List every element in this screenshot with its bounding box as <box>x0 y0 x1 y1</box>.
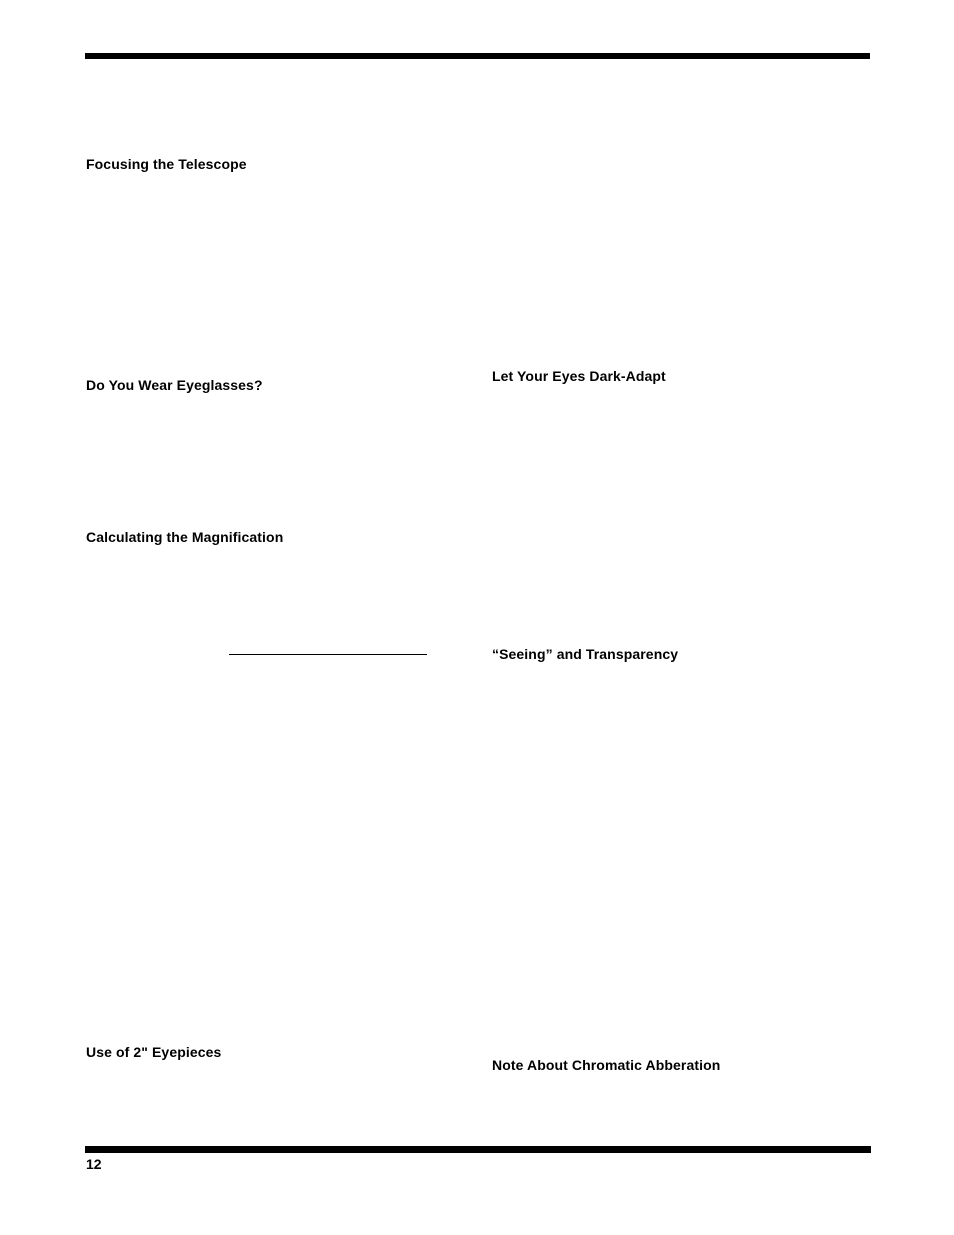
formula-fraction-line <box>229 654 427 655</box>
top-rule <box>85 53 870 59</box>
heading-calculating-the-magnification: Calculating the Magnification <box>86 529 284 545</box>
heading-do-you-wear-eyeglasses: Do You Wear Eyeglasses? <box>86 377 263 393</box>
heading-focusing-the-telescope: Focusing the Telescope <box>86 156 247 172</box>
heading-note-about-chromatic-abberation: Note About Chromatic Abberation <box>492 1057 721 1073</box>
heading-use-of-2-inch-eyepieces: Use of 2" Eyepieces <box>86 1044 222 1060</box>
page-number: 12 <box>86 1156 102 1172</box>
heading-let-your-eyes-dark-adapt: Let Your Eyes Dark-Adapt <box>492 368 666 384</box>
bottom-rule <box>85 1146 871 1153</box>
heading-seeing-and-transparency: “Seeing” and Transparency <box>492 646 679 662</box>
